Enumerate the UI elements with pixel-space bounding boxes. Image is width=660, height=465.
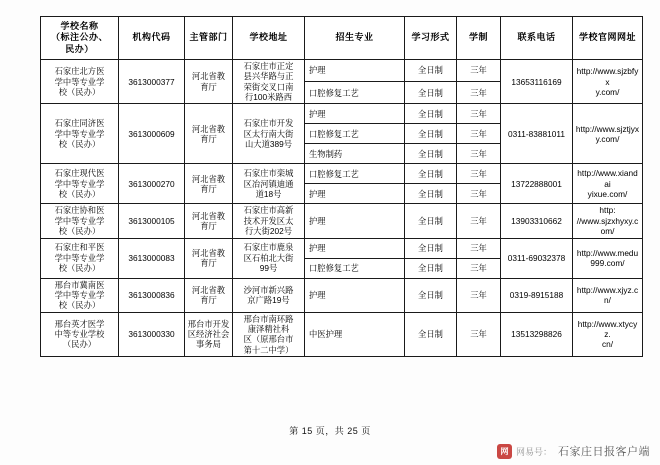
watermark-text: 石家庄日报客户端 bbox=[558, 446, 650, 458]
table-row bbox=[41, 238, 643, 258]
department-line: 事务局 bbox=[196, 339, 221, 350]
department-cell bbox=[185, 104, 233, 164]
address-line: 第十二中学） bbox=[243, 344, 294, 355]
school-name-cell bbox=[41, 312, 119, 356]
address-line: 区（原邢台市 bbox=[243, 334, 294, 345]
column-header-address: 学校地址 bbox=[233, 17, 305, 60]
address-cell bbox=[233, 104, 305, 164]
department-cell bbox=[185, 312, 233, 356]
duration-cell: 三年 bbox=[457, 238, 501, 258]
address-line: 沙河市新兴路 bbox=[243, 284, 294, 295]
website-cell[interactable] bbox=[573, 104, 643, 164]
website-cell[interactable] bbox=[573, 60, 643, 104]
school-name-line: 石家庄北方医 bbox=[54, 66, 105, 77]
table-row bbox=[41, 60, 643, 82]
column-header-department: 主管部门 bbox=[185, 17, 233, 60]
address-line: 山大道389号 bbox=[244, 139, 293, 150]
school-name-line: 邢台英才医学 bbox=[54, 318, 105, 329]
phone-cell: 0311-69032378 bbox=[501, 238, 573, 278]
phone-cell: 0319-8915188 bbox=[501, 278, 573, 312]
study-form-cell: 全日制 bbox=[405, 278, 457, 312]
study-form-cell: 全日制 bbox=[405, 258, 457, 278]
department-cell bbox=[185, 60, 233, 104]
school-name-line: 中等专业学校 bbox=[54, 329, 105, 340]
school-name-line: 校（民办） bbox=[58, 86, 101, 97]
phone-cell: 13722888001 bbox=[501, 164, 573, 204]
table-body bbox=[41, 60, 643, 357]
school-name-line: 石家庄和平医 bbox=[54, 242, 105, 253]
school-name-line: 校（民办） bbox=[58, 139, 101, 150]
department-line: 河北省教 bbox=[191, 247, 226, 258]
address-cell bbox=[233, 204, 305, 238]
phone-cell: 13653116169 bbox=[501, 60, 573, 104]
department-line: 河北省教 bbox=[191, 71, 226, 82]
school-code-cell: 3613000330 bbox=[119, 312, 185, 356]
website-cell[interactable] bbox=[573, 238, 643, 278]
table-row bbox=[41, 312, 643, 356]
column-header-school-name: 学校名称 （标注公办、 民办） bbox=[41, 17, 119, 60]
website-cell[interactable] bbox=[573, 164, 643, 204]
department-line: 河北省教 bbox=[191, 123, 226, 134]
watermark-logo-icon: 网 bbox=[497, 444, 512, 459]
website-line: http://www.medu999.com/ bbox=[576, 247, 639, 269]
address-cell bbox=[233, 278, 305, 312]
website-line: http://www.sjzbfyx bbox=[576, 66, 639, 87]
website-line: http://www.xjyz.cn/ bbox=[576, 284, 639, 306]
school-code-cell: 3613000377 bbox=[119, 60, 185, 104]
school-name-line: 石家庄协和医 bbox=[54, 205, 105, 216]
phone-cell: 0311-83881011 bbox=[501, 104, 573, 164]
study-form-cell: 全日制 bbox=[405, 164, 457, 184]
school-code-cell: 3613000836 bbox=[119, 278, 185, 312]
table-row bbox=[41, 164, 643, 184]
column-header-code: 机构代码 bbox=[119, 17, 185, 60]
duration-cell: 三年 bbox=[457, 184, 501, 204]
website-cell[interactable] bbox=[573, 278, 643, 312]
duration-cell: 三年 bbox=[457, 204, 501, 238]
department-line: 育厅 bbox=[200, 295, 217, 306]
website-line: http: bbox=[599, 205, 616, 216]
phone-cell: 13903310662 bbox=[501, 204, 573, 238]
page-footer: 第 15 页，共 25 页 bbox=[289, 426, 371, 436]
duration-cell: 三年 bbox=[457, 258, 501, 278]
school-name-cell bbox=[41, 278, 119, 312]
school-code-cell: 3613000083 bbox=[119, 238, 185, 278]
department-line: 育厅 bbox=[200, 220, 217, 231]
school-name-line: 校（民办） bbox=[58, 263, 101, 274]
school-name-cell bbox=[41, 204, 119, 238]
duration-cell: 三年 bbox=[457, 124, 501, 144]
major-cell: 口腔修复工艺 bbox=[305, 258, 405, 278]
address-line: 京广路19号 bbox=[247, 295, 290, 306]
website-line: http://www.sjztjyxy.com/ bbox=[575, 123, 640, 144]
address-line: 石家庄市栾城 bbox=[243, 168, 294, 179]
column-header-phone: 联系电话 bbox=[501, 17, 573, 60]
address-line: 邢台市南环路 bbox=[243, 313, 294, 324]
department-line: 河北省教 bbox=[191, 284, 226, 295]
major-cell: 护理 bbox=[305, 104, 405, 124]
study-form-cell: 全日制 bbox=[405, 104, 457, 124]
major-cell: 口腔修复工艺 bbox=[305, 124, 405, 144]
table-row bbox=[41, 204, 643, 238]
website-line: http://www.xtycyz. bbox=[577, 318, 638, 340]
address-cell bbox=[233, 238, 305, 278]
department-line: 育厅 bbox=[200, 133, 217, 144]
duration-cell: 三年 bbox=[457, 82, 501, 104]
address-line: 99号 bbox=[259, 263, 278, 274]
phone-cell: 13513298826 bbox=[501, 312, 573, 356]
study-form-cell: 全日制 bbox=[405, 144, 457, 164]
department-cell bbox=[185, 278, 233, 312]
department-line: 邢台市开发 bbox=[187, 318, 230, 329]
column-header-duration: 学制 bbox=[457, 17, 501, 60]
address-line: 区冶河镇迪通 bbox=[243, 178, 294, 189]
major-cell: 口腔修复工艺 bbox=[305, 164, 405, 184]
address-line: 行大街202号 bbox=[244, 226, 293, 237]
table-row bbox=[41, 278, 643, 312]
school-code-cell: 3613000609 bbox=[119, 104, 185, 164]
website-cell[interactable] bbox=[573, 312, 643, 356]
department-line: 区经济社会 bbox=[187, 329, 230, 340]
department-cell bbox=[185, 164, 233, 204]
address-cell bbox=[233, 312, 305, 356]
table-header bbox=[41, 17, 643, 60]
school-name-line: 校（民办） bbox=[58, 226, 101, 237]
table-row bbox=[41, 104, 643, 124]
column-header-major: 招生专业 bbox=[305, 17, 405, 60]
duration-cell: 三年 bbox=[457, 278, 501, 312]
department-cell bbox=[185, 238, 233, 278]
major-cell: 生物制药 bbox=[305, 144, 405, 164]
address-cell bbox=[233, 164, 305, 204]
schools-table-container bbox=[40, 16, 640, 357]
watermark-prefix: 网易号： bbox=[515, 446, 552, 457]
school-name-line: 学中等专业学 bbox=[54, 252, 105, 263]
address-line: 荣街交叉口南 bbox=[243, 81, 294, 92]
major-cell: 护理 bbox=[305, 238, 405, 258]
school-name-line: 学中等专业学 bbox=[54, 128, 105, 139]
department-line: 河北省教 bbox=[191, 210, 226, 221]
school-name-cell bbox=[41, 238, 119, 278]
major-cell: 护理 bbox=[305, 60, 405, 82]
column-header-website: 学校官网网址 bbox=[573, 17, 643, 60]
study-form-cell: 全日制 bbox=[405, 82, 457, 104]
major-cell: 护理 bbox=[305, 184, 405, 204]
duration-cell: 三年 bbox=[457, 144, 501, 164]
address-line: 石家庄市鹿泉 bbox=[243, 242, 294, 253]
duration-cell: 三年 bbox=[457, 164, 501, 184]
website-line: http://www.xiandai bbox=[577, 168, 638, 189]
study-form-cell: 全日制 bbox=[405, 60, 457, 82]
watermark bbox=[497, 443, 650, 459]
major-cell: 口腔修复工艺 bbox=[305, 82, 405, 104]
address-cell bbox=[233, 60, 305, 104]
table-header-row bbox=[41, 17, 643, 60]
study-form-cell: 全日制 bbox=[405, 124, 457, 144]
department-cell bbox=[185, 204, 233, 238]
school-code-cell: 3613000270 bbox=[119, 164, 185, 204]
address-line: 康泽精社科 bbox=[247, 323, 290, 334]
study-form-cell: 全日制 bbox=[405, 238, 457, 258]
school-name-line: （民办） bbox=[62, 339, 97, 350]
website-line: //www.sjzxhyxy.com/ bbox=[576, 215, 639, 237]
duration-cell: 三年 bbox=[457, 104, 501, 124]
department-line: 育厅 bbox=[200, 81, 217, 92]
address-line: 道18号 bbox=[255, 189, 282, 200]
column-header-study-form: 学习形式 bbox=[405, 17, 457, 60]
school-name-line: 校（民办） bbox=[58, 300, 101, 311]
school-name-line: 学中等专业学 bbox=[54, 215, 105, 226]
major-cell: 护理 bbox=[305, 204, 405, 238]
website-line: cn/ bbox=[601, 339, 614, 350]
address-line: 县兴华路与正 bbox=[243, 71, 294, 82]
school-code-cell: 3613000105 bbox=[119, 204, 185, 238]
duration-cell: 三年 bbox=[457, 312, 501, 356]
study-form-cell: 全日制 bbox=[405, 312, 457, 356]
department-line: 育厅 bbox=[200, 258, 217, 269]
school-name-line: 石家庄现代医 bbox=[54, 168, 105, 179]
major-cell: 护理 bbox=[305, 278, 405, 312]
website-cell[interactable] bbox=[573, 204, 643, 238]
school-name-line: 学中等专业学 bbox=[54, 178, 105, 189]
address-line: 区石柏北大街 bbox=[243, 252, 294, 263]
duration-cell: 三年 bbox=[457, 60, 501, 82]
school-name-cell bbox=[41, 164, 119, 204]
school-name-line: 石家庄同济医 bbox=[54, 118, 105, 129]
department-line: 育厅 bbox=[200, 183, 217, 194]
school-name-cell bbox=[41, 104, 119, 164]
study-form-cell: 全日制 bbox=[405, 204, 457, 238]
website-line: y.com/ bbox=[595, 86, 620, 97]
address-line: 行100米路西 bbox=[244, 92, 293, 103]
school-name-line: 校（民办） bbox=[58, 189, 101, 200]
address-line: 石家庄市正定 bbox=[243, 61, 294, 71]
school-name-line: 学中等专业学 bbox=[54, 289, 105, 300]
address-line: 区太行南大街 bbox=[243, 128, 294, 139]
school-name-cell bbox=[41, 60, 119, 104]
website-line: yixue.com/ bbox=[587, 189, 628, 200]
study-form-cell: 全日制 bbox=[405, 184, 457, 204]
school-name-line: 邢台市冀南医 bbox=[54, 279, 105, 290]
address-line: 石家庄市高新 bbox=[243, 205, 294, 216]
school-name-line: 学中等专业学 bbox=[54, 76, 105, 87]
major-cell: 中医护理 bbox=[305, 312, 405, 356]
department-line: 河北省教 bbox=[191, 173, 226, 184]
address-line: 石家庄市开发 bbox=[243, 118, 294, 129]
address-line: 技术开发区太 bbox=[243, 215, 294, 226]
schools-table bbox=[40, 16, 643, 357]
